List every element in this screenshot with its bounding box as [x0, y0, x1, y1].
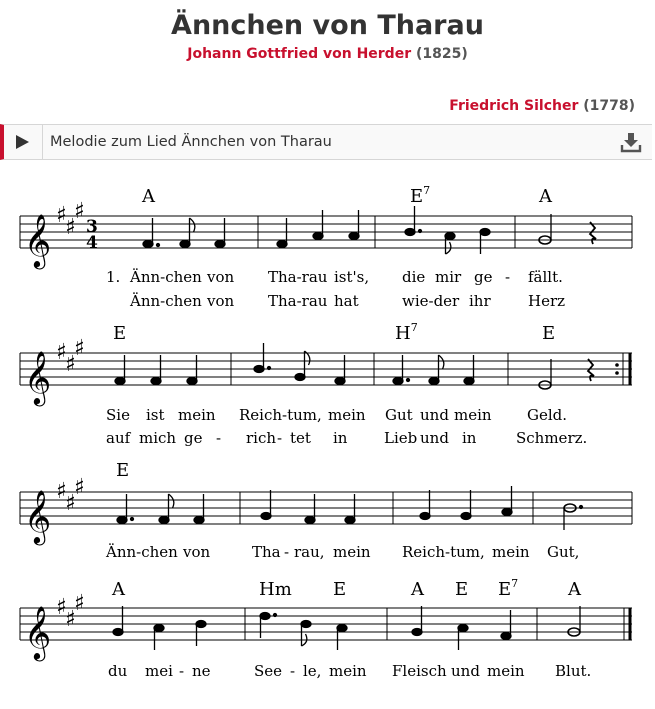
lyric-syllable: mein: [329, 662, 367, 680]
svg-text:♯: ♯: [65, 215, 76, 240]
lyric-syllable: Änn-chen: [130, 292, 202, 310]
lyric-syllable: von: [207, 292, 235, 310]
lyric-syllable: Lieb: [384, 429, 418, 447]
lyric-syllable: -: [290, 662, 296, 680]
lyric-syllable: Tha: [252, 543, 281, 561]
lyric-syllable: und: [451, 662, 480, 680]
lyric-syllable: Änn-chen: [106, 543, 178, 561]
key-signature: [56, 475, 85, 516]
lyrics-system-1-verse-2: [129, 292, 565, 310]
lyric-syllable: die: [402, 268, 426, 286]
time-signature-top: 3: [86, 217, 98, 237]
lyric-syllable: fällt.: [528, 268, 563, 286]
lyric-syllable: Blut.: [555, 662, 592, 680]
svg-text:♯: ♯: [56, 595, 67, 620]
lyricist-year: (1825): [415, 46, 468, 62]
chords-system-1: [141, 184, 553, 207]
composer-name[interactable]: Friedrich Silcher: [449, 98, 579, 114]
lyric-syllable: Fleisch: [392, 662, 447, 680]
lyric-syllable: von: [183, 543, 211, 561]
chord-symbol: E: [113, 323, 127, 344]
lyric-syllable: mir: [435, 268, 462, 286]
lyric-syllable: rich: [246, 429, 277, 447]
lyric-syllable: ne: [192, 662, 211, 680]
lyric-syllable: ist: [146, 406, 165, 424]
lyric-syllable: von: [207, 268, 235, 286]
treble-clef-icon: 𝄞: [24, 350, 52, 404]
lyric-syllable: -: [277, 429, 283, 447]
lyric-syllable: in: [462, 429, 477, 447]
notes-system-1: [143, 206, 596, 254]
lyric-syllable: du: [108, 662, 128, 680]
svg-text:♯: ♯: [56, 203, 67, 228]
svg-text:♯: ♯: [65, 352, 76, 377]
lyric-syllable: -: [216, 429, 222, 447]
song-title: Ännchen von Tharau: [171, 10, 484, 41]
lyric-syllable: tet: [290, 429, 311, 447]
notes-system-4: [113, 606, 580, 650]
svg-text:♯: ♯: [74, 199, 85, 224]
chord-symbol: A: [112, 579, 125, 600]
lyric-syllable: in: [333, 429, 348, 447]
lyric-syllable: 1.: [106, 268, 121, 286]
lyric-syllable: Gut,: [547, 543, 580, 561]
lyric-syllable: auf: [106, 429, 131, 447]
svg-text:♯: ♯: [65, 607, 76, 632]
lyrics-system-3-verse-1: [105, 543, 579, 561]
lyric-syllable: mein: [454, 406, 492, 424]
chord-symbol: A: [539, 186, 552, 207]
lyrics-system-2-verse-2: [106, 429, 587, 447]
treble-clef-icon: 𝄞: [24, 489, 52, 543]
lyric-syllable: Herz: [528, 292, 566, 310]
staff-system-4: [20, 577, 632, 680]
staff-system-3: [20, 460, 632, 561]
chord-symbol: $E^7$: [410, 184, 431, 207]
lyric-syllable: und: [420, 429, 449, 447]
chord-symbol: A: [142, 186, 155, 207]
treble-clef-icon: 𝄞: [24, 605, 52, 659]
lyric-syllable: Gut: [385, 406, 413, 424]
chords-system-2: [113, 321, 555, 344]
svg-text:♯: ♯: [56, 479, 67, 504]
chord-symbol: A: [568, 579, 581, 600]
lyric-syllable: mein: [487, 662, 525, 680]
chord-symbol: E: [116, 460, 130, 481]
lyric-syllable: ge: [184, 429, 203, 447]
repeat-dot: [615, 371, 619, 375]
lyric-syllable: Tha-rau: [268, 292, 328, 310]
lyric-syllable: mein: [333, 543, 371, 561]
lyric-syllable: le,: [303, 662, 322, 680]
player-label: Melodie zum Lied Ännchen von Tharau: [50, 134, 332, 150]
key-signature: [56, 336, 85, 377]
lyric-syllable: mich: [139, 429, 177, 447]
key-signature: [56, 199, 85, 240]
chord-symbol: E: [333, 579, 347, 600]
chords-system-4: [111, 577, 582, 600]
time-signature-bottom: 4: [86, 233, 98, 253]
lyric-syllable: See: [254, 662, 283, 680]
notes-system-2: [115, 343, 594, 389]
chord-symbol: A: [411, 579, 424, 600]
lyric-syllable: -: [505, 268, 511, 286]
lyric-syllable: Geld.: [527, 406, 568, 424]
lyric-syllable: wie-der: [402, 292, 460, 310]
chord-symbol: $E^7$: [498, 577, 519, 600]
lyric-syllable: und: [420, 406, 449, 424]
lyric-syllable: ge: [474, 268, 493, 286]
lyric-syllable: mein: [178, 406, 216, 424]
svg-text:♯: ♯: [56, 340, 67, 365]
svg-text:♯: ♯: [65, 491, 76, 516]
svg-text:♯: ♯: [74, 336, 85, 361]
composer-year: (1778): [583, 98, 635, 114]
lyric-syllable: ist's,: [334, 268, 370, 286]
chord-symbol: E: [542, 323, 556, 344]
lyric-syllable: Sie: [106, 406, 130, 424]
lyric-syllable: Reich-tum,: [239, 406, 322, 424]
chord-symbol: E: [455, 579, 469, 600]
lyricist-name[interactable]: Johann Gottfried von Herder: [187, 46, 412, 62]
lyric-syllable: Reich-tum,: [402, 543, 485, 561]
key-signature: [56, 591, 85, 632]
chord-symbol: Hm: [259, 579, 292, 600]
lyric-syllable: Änn-chen: [130, 268, 202, 286]
lyric-syllable: ihr: [469, 292, 491, 310]
staff-system-1: [20, 184, 632, 310]
lyric-syllable: rau,: [294, 543, 325, 561]
lyrics-system-2-verse-1: [106, 406, 567, 424]
treble-clef-icon: 𝄞: [24, 213, 52, 267]
lyric-syllable: -: [179, 662, 185, 680]
repeat-dot: [615, 363, 619, 367]
lyrics-system-4-verse-1: [108, 662, 591, 680]
svg-text:♯: ♯: [74, 475, 85, 500]
lyric-syllable: hat: [334, 292, 359, 310]
lyric-syllable: Schmerz.: [516, 429, 588, 447]
lyric-syllable: mein: [328, 406, 366, 424]
staff-system-2: [20, 321, 632, 447]
chord-symbol: $H^7$: [395, 321, 418, 344]
lyric-syllable: -: [284, 543, 290, 561]
lyric-syllable: Tha-rau: [268, 268, 328, 286]
lyric-syllable: mei: [145, 662, 173, 680]
svg-text:♯: ♯: [74, 591, 85, 616]
lyrics-system-1-verse-1: [106, 268, 563, 286]
lyric-syllable: mein: [492, 543, 530, 561]
chords-system-3: [116, 460, 129, 481]
